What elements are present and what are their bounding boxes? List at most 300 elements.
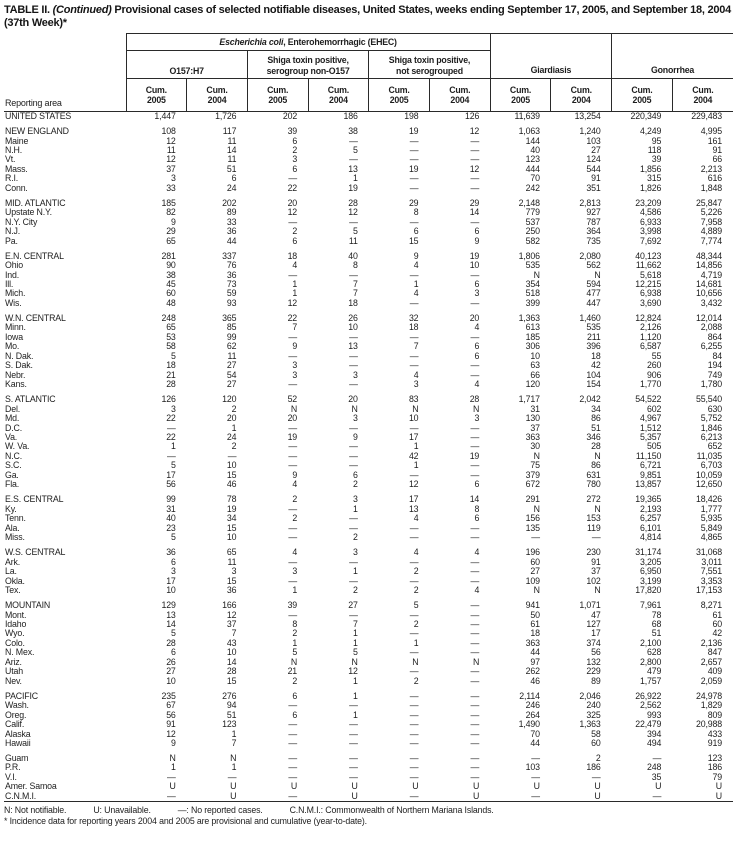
value-cell: 628 xyxy=(647,648,662,658)
value-cell: 1 xyxy=(292,638,298,648)
value-cell: 4 xyxy=(413,370,419,380)
cum-label: Cum. xyxy=(327,85,349,95)
value-cell: 6,721 xyxy=(640,461,662,471)
value-cell: 11 xyxy=(227,155,237,165)
value-cell: 4 xyxy=(413,261,419,271)
value-cell: — xyxy=(288,610,298,620)
value-cell: 1,363 xyxy=(518,313,540,323)
value-cell: 3,199 xyxy=(640,576,662,586)
value-cell: 544 xyxy=(586,164,601,174)
footnote-n: N: Not notifiable. xyxy=(4,805,67,816)
value-cell: 202 xyxy=(282,111,298,121)
value-cell: — xyxy=(349,442,358,452)
value-cell: — xyxy=(288,738,298,748)
reporting-area-cell: Tenn. xyxy=(5,514,26,524)
value-cell: 941 xyxy=(525,601,540,611)
value-cell: 3 xyxy=(353,495,358,505)
value-cell: — xyxy=(349,523,358,533)
value-cell: 5 xyxy=(292,648,298,658)
value-cell: 31,174 xyxy=(635,548,662,558)
value-cell: 12 xyxy=(166,136,176,146)
value-cell: 6 xyxy=(292,236,298,246)
gonorrhea-header: Gonorrhea xyxy=(612,34,733,79)
value-cell: 479 xyxy=(647,667,662,677)
value-cell: 17 xyxy=(166,576,176,586)
value-cell: 10,656 xyxy=(695,289,722,299)
value-cell: 9 xyxy=(474,236,480,246)
value-cell: 3 xyxy=(292,361,298,371)
value-cell: 91 xyxy=(712,145,722,155)
value-cell: 1 xyxy=(413,461,419,471)
value-cell: 2,114 xyxy=(519,691,540,701)
value-cell: 735 xyxy=(586,236,601,246)
value-cell: 45 xyxy=(166,280,176,290)
value-cell: — xyxy=(349,361,358,371)
value-cell: — xyxy=(531,791,540,801)
value-cell: 10 xyxy=(530,351,540,361)
table-row xyxy=(4,701,733,710)
value-cell: 535 xyxy=(525,261,540,271)
value-cell: 630 xyxy=(707,404,722,414)
value-cell: 194 xyxy=(707,361,722,371)
value-cell: 73 xyxy=(226,280,237,290)
value-cell: 7 xyxy=(231,738,237,748)
value-cell: 6 xyxy=(170,648,176,658)
value-cell: 37 xyxy=(226,619,237,629)
value-cell: — xyxy=(470,557,480,567)
cum-2005-header xyxy=(126,79,187,112)
reporting-area-cell: Ohio xyxy=(5,261,23,271)
value-cell: — xyxy=(288,754,298,764)
table-row xyxy=(4,261,733,270)
value-cell: 120 xyxy=(222,395,237,405)
table-row xyxy=(4,289,733,298)
value-cell: 5 xyxy=(170,461,176,471)
value-cell: 130 xyxy=(525,414,540,424)
value-cell: 10 xyxy=(348,323,358,333)
value-cell: 129 xyxy=(161,601,176,611)
reporting-area-cell: Wash. xyxy=(5,701,29,711)
value-cell: 44 xyxy=(530,738,540,748)
value-cell: 4,586 xyxy=(640,208,662,218)
value-cell: 12 xyxy=(287,208,298,218)
value-cell: 505 xyxy=(647,442,662,452)
value-cell: U xyxy=(533,782,540,792)
value-cell: — xyxy=(349,423,358,433)
value-cell: — xyxy=(470,155,480,165)
value-cell: 39 xyxy=(287,127,298,137)
reporting-area-cell: N.H. xyxy=(5,145,22,155)
value-cell: 5 xyxy=(413,601,419,611)
table-row xyxy=(4,208,733,217)
value-cell: 847 xyxy=(707,648,722,658)
value-cell: 5,226 xyxy=(700,208,722,218)
value-cell: — xyxy=(409,772,419,782)
value-cell: — xyxy=(288,217,298,227)
value-cell: 20 xyxy=(287,198,298,208)
value-cell: 2 xyxy=(292,145,298,155)
value-cell: 477 xyxy=(586,289,601,299)
value-cell: 40 xyxy=(348,251,358,261)
value-cell: 4 xyxy=(292,261,298,271)
value-cell: 36 xyxy=(166,548,176,558)
value-cell: 83 xyxy=(408,395,419,405)
value-cell: — xyxy=(409,791,419,801)
value-cell: 123 xyxy=(707,754,722,764)
value-cell: 19,365 xyxy=(635,495,662,505)
value-cell: U xyxy=(169,782,176,792)
value-cell: 229,483 xyxy=(691,111,722,121)
value-cell: 4,889 xyxy=(700,227,722,237)
value-cell: — xyxy=(470,174,480,184)
value-cell: 26 xyxy=(348,313,358,323)
value-cell: U xyxy=(715,782,722,792)
value-cell: 12,824 xyxy=(635,313,662,323)
value-cell: 6 xyxy=(292,136,298,146)
value-cell: — xyxy=(470,601,480,611)
value-cell: 2 xyxy=(413,567,419,577)
value-cell: 2 xyxy=(413,586,419,595)
footnote-dash: —: No reported cases. xyxy=(177,805,263,816)
value-cell: 15 xyxy=(226,576,237,586)
value-cell: 126 xyxy=(464,111,480,121)
value-cell: 409 xyxy=(707,667,722,677)
reporting-area-cell: N.C. xyxy=(5,451,22,461)
value-cell: — xyxy=(288,729,298,739)
title-week: (37th Week)* xyxy=(4,17,67,29)
value-cell: 1,490 xyxy=(518,720,540,730)
value-cell: 6,950 xyxy=(640,567,662,577)
value-cell: 22 xyxy=(166,414,176,424)
value-cell: 4 xyxy=(474,548,480,558)
value-cell: 6 xyxy=(292,691,298,701)
value-cell: N xyxy=(351,657,358,667)
value-cell: 2,136 xyxy=(700,638,722,648)
value-cell: — xyxy=(470,183,480,193)
reporting-area-cell: Alaska xyxy=(5,729,31,739)
title-continued: (Continued) xyxy=(52,4,112,16)
value-cell: 24 xyxy=(226,433,237,443)
value-cell: 11,662 xyxy=(635,261,662,271)
value-cell: — xyxy=(470,433,480,443)
reporting-area-cell: D.C. xyxy=(5,423,22,433)
value-cell: 9 xyxy=(170,738,176,748)
value-cell: 8 xyxy=(413,208,419,218)
reporting-area-cell: Miss. xyxy=(5,533,25,543)
value-cell: 787 xyxy=(586,217,601,227)
reporting-area-cell: Fla. xyxy=(5,480,20,490)
value-cell: — xyxy=(349,136,358,146)
value-cell: 31 xyxy=(530,404,540,414)
table-row xyxy=(4,629,733,638)
value-cell: 6,933 xyxy=(640,217,662,227)
cum-2005-header xyxy=(247,79,308,112)
value-cell: 32 xyxy=(408,313,419,323)
value-cell: N xyxy=(533,451,540,461)
value-cell: 1,240 xyxy=(579,127,601,137)
value-cell: — xyxy=(288,720,298,730)
value-cell: U xyxy=(594,791,601,801)
reporting-area-cell: Vt. xyxy=(5,155,16,165)
value-cell: — xyxy=(470,423,480,433)
value-cell: 60 xyxy=(166,289,176,299)
value-cell: 11 xyxy=(227,136,237,146)
disease-table xyxy=(4,33,733,802)
value-cell: 93 xyxy=(226,298,237,308)
value-cell: 248 xyxy=(161,313,176,323)
value-cell: — xyxy=(409,174,419,184)
table-row xyxy=(4,792,733,802)
value-cell: 2 xyxy=(231,404,237,414)
value-cell: 3 xyxy=(474,414,480,424)
value-cell: — xyxy=(470,523,480,533)
value-cell: — xyxy=(409,720,419,730)
value-cell: 66 xyxy=(530,370,540,380)
value-cell: 6,255 xyxy=(700,342,722,352)
value-cell: 4,865 xyxy=(700,533,722,543)
value-cell: 61 xyxy=(712,610,722,620)
value-cell: 6,257 xyxy=(640,514,662,524)
value-cell: 7 xyxy=(353,619,358,629)
value-cell: 117 xyxy=(222,127,237,137)
value-cell: 11 xyxy=(348,236,358,246)
value-cell: 365 xyxy=(222,313,237,323)
reporting-area-cell: R.I. xyxy=(5,174,19,184)
value-cell: 48,344 xyxy=(695,251,722,261)
value-cell: 82 xyxy=(166,208,176,218)
value-cell: 39 xyxy=(287,601,298,611)
value-cell: 26,922 xyxy=(635,691,662,701)
value-cell: 264 xyxy=(525,710,540,720)
value-cell: 31 xyxy=(166,504,176,514)
table-row xyxy=(4,461,733,470)
table-row xyxy=(4,414,733,423)
value-cell: 6 xyxy=(474,342,480,352)
value-cell: — xyxy=(470,638,480,648)
value-cell: 13 xyxy=(408,504,419,514)
year-label: 2004 xyxy=(207,95,227,105)
value-cell: 374 xyxy=(586,638,601,648)
value-cell: 53 xyxy=(166,332,176,342)
value-cell: 84 xyxy=(712,351,722,361)
value-cell: — xyxy=(288,442,298,452)
reporting-area-cell: S. ATLANTIC xyxy=(5,395,56,405)
year-label: 2005 xyxy=(632,95,652,105)
year-label: 2005 xyxy=(511,95,530,105)
value-cell: — xyxy=(591,772,601,782)
value-cell: — xyxy=(409,629,419,639)
value-cell: 2 xyxy=(292,227,298,237)
value-cell: 17 xyxy=(408,433,419,443)
value-cell: 19 xyxy=(469,251,480,261)
value-cell: 5 xyxy=(170,533,176,543)
value-cell: — xyxy=(409,710,419,720)
value-cell: 18 xyxy=(348,298,358,308)
value-cell: 9 xyxy=(292,342,298,352)
value-cell: U xyxy=(655,782,662,792)
value-cell: 104 xyxy=(586,370,601,380)
table-row xyxy=(4,380,733,389)
reporting-area-cell: Minn. xyxy=(5,323,26,333)
value-cell: 7,774 xyxy=(700,236,722,246)
value-cell: 594 xyxy=(586,280,601,290)
value-cell: 2 xyxy=(353,586,358,595)
table-row xyxy=(4,218,733,227)
value-cell: 65 xyxy=(226,548,237,558)
shiga-not-sero-line2: not serogrouped xyxy=(396,65,463,76)
value-cell: 65 xyxy=(166,323,176,333)
value-cell: 144 xyxy=(525,136,540,146)
value-cell: 76 xyxy=(226,261,237,271)
value-cell: 9 xyxy=(170,217,176,227)
value-cell: 54 xyxy=(226,370,237,380)
value-cell: 14 xyxy=(469,495,480,505)
value-cell: 21 xyxy=(166,370,176,380)
value-cell: 8 xyxy=(353,261,358,271)
value-cell: 37 xyxy=(591,567,601,577)
value-cell: 537 xyxy=(525,217,540,227)
table-row xyxy=(4,773,733,782)
value-cell: — xyxy=(349,772,358,782)
value-cell: 809 xyxy=(707,710,722,720)
reporting-area-cell: Nev. xyxy=(5,676,22,686)
value-cell: 2,080 xyxy=(579,251,601,261)
value-cell: — xyxy=(409,361,419,371)
value-cell: — xyxy=(409,610,419,620)
value-cell: — xyxy=(349,217,358,227)
reporting-area-cell: Ind. xyxy=(5,270,20,280)
value-cell: 2 xyxy=(292,514,298,524)
value-cell: 18 xyxy=(530,629,540,639)
value-cell: — xyxy=(288,701,298,711)
reporting-area-cell: Mich. xyxy=(5,289,26,299)
table-row xyxy=(4,480,733,489)
value-cell: — xyxy=(470,619,480,629)
value-cell: — xyxy=(409,270,419,280)
value-cell: — xyxy=(470,217,480,227)
value-cell: 109 xyxy=(525,576,540,586)
value-cell: 4 xyxy=(292,548,298,558)
value-cell: 1,806 xyxy=(518,251,540,261)
footnotes xyxy=(4,805,733,827)
value-cell: 120 xyxy=(525,380,540,390)
value-cell: 62 xyxy=(226,342,237,352)
value-cell: 444 xyxy=(525,164,540,174)
value-cell: 9 xyxy=(413,251,419,261)
reporting-area-cell: Ark. xyxy=(5,557,21,567)
value-cell: 10 xyxy=(226,648,237,658)
table-row xyxy=(4,692,733,701)
value-cell: 95 xyxy=(651,136,662,146)
value-cell: 399 xyxy=(525,298,540,308)
table-row xyxy=(4,533,733,542)
value-cell: 70 xyxy=(530,729,540,739)
value-cell: 4 xyxy=(474,586,480,595)
value-cell: 1 xyxy=(292,289,298,299)
value-cell: — xyxy=(470,701,480,711)
value-cell: 46 xyxy=(530,676,540,686)
value-cell: — xyxy=(349,754,358,764)
reporting-area-cell: Pa. xyxy=(5,236,18,246)
reporting-area-cell: Mo. xyxy=(5,342,20,352)
value-cell: — xyxy=(167,791,176,801)
value-cell: 27 xyxy=(226,380,237,390)
reporting-area-cell: E.S. CENTRAL xyxy=(5,495,64,505)
value-cell: — xyxy=(470,738,480,748)
value-cell: 38 xyxy=(348,127,358,137)
value-cell: 17 xyxy=(408,495,419,505)
value-cell: 97 xyxy=(530,657,540,667)
value-cell: 315 xyxy=(647,174,662,184)
value-cell: 10 xyxy=(226,461,237,471)
value-cell: 5,935 xyxy=(700,514,722,524)
reporting-area-cell: W. Va. xyxy=(5,442,30,452)
value-cell: 11,150 xyxy=(635,451,662,461)
value-cell: 1,856 xyxy=(640,164,662,174)
cum-label: Cum. xyxy=(570,85,592,95)
value-cell: 65 xyxy=(166,236,176,246)
value-cell: — xyxy=(349,576,358,586)
footnote-cnmi: C.N.M.I.: Commonwealth of Northern Mariana Islands. xyxy=(289,805,494,816)
value-cell: 22 xyxy=(287,183,298,193)
value-cell: 78 xyxy=(226,495,237,505)
value-cell: 20 xyxy=(287,414,298,424)
value-cell: 1 xyxy=(413,638,419,648)
value-cell: 518 xyxy=(525,289,540,299)
value-cell: 30 xyxy=(530,442,540,452)
value-cell: — xyxy=(288,380,298,390)
table-row xyxy=(4,601,733,610)
value-cell: 55 xyxy=(651,351,662,361)
reporting-area-cell: W.N. CENTRAL xyxy=(5,313,66,323)
cum-label: Cum. xyxy=(267,85,289,95)
value-cell: — xyxy=(349,451,358,461)
value-cell: 50 xyxy=(530,610,540,620)
value-cell: 2,148 xyxy=(518,198,540,208)
value-cell: 1 xyxy=(292,586,298,595)
table-row xyxy=(4,405,733,414)
value-cell: 26 xyxy=(166,657,176,667)
reporting-area-cell: Idaho xyxy=(5,619,27,629)
value-cell: 186 xyxy=(707,763,722,773)
value-cell: 7 xyxy=(353,280,358,290)
value-cell: 906 xyxy=(647,370,662,380)
value-cell: 5,752 xyxy=(700,414,722,424)
value-cell: 7 xyxy=(292,323,298,333)
value-cell: 1,363 xyxy=(579,720,601,730)
value-cell: — xyxy=(591,533,601,543)
value-cell: 11 xyxy=(227,351,237,361)
value-cell: 10 xyxy=(408,414,419,424)
value-cell: — xyxy=(470,610,480,620)
value-cell: 363 xyxy=(525,433,540,443)
reporting-area-cell: Mass. xyxy=(5,164,28,174)
value-cell: 272 xyxy=(586,495,601,505)
value-cell: 5 xyxy=(170,629,176,639)
value-cell: 1,770 xyxy=(640,380,662,390)
value-cell: 14 xyxy=(469,208,480,218)
value-cell: 11 xyxy=(227,557,237,567)
value-cell: 56 xyxy=(591,648,601,658)
value-cell: 2 xyxy=(292,495,298,505)
cum-label: Cum. xyxy=(631,85,653,95)
value-cell: 260 xyxy=(647,361,662,371)
value-cell: 3 xyxy=(353,548,358,558)
value-cell: — xyxy=(288,772,298,782)
value-cell: 7,958 xyxy=(700,217,722,227)
value-cell: 12,014 xyxy=(695,313,722,323)
value-cell: 13,857 xyxy=(635,480,662,490)
